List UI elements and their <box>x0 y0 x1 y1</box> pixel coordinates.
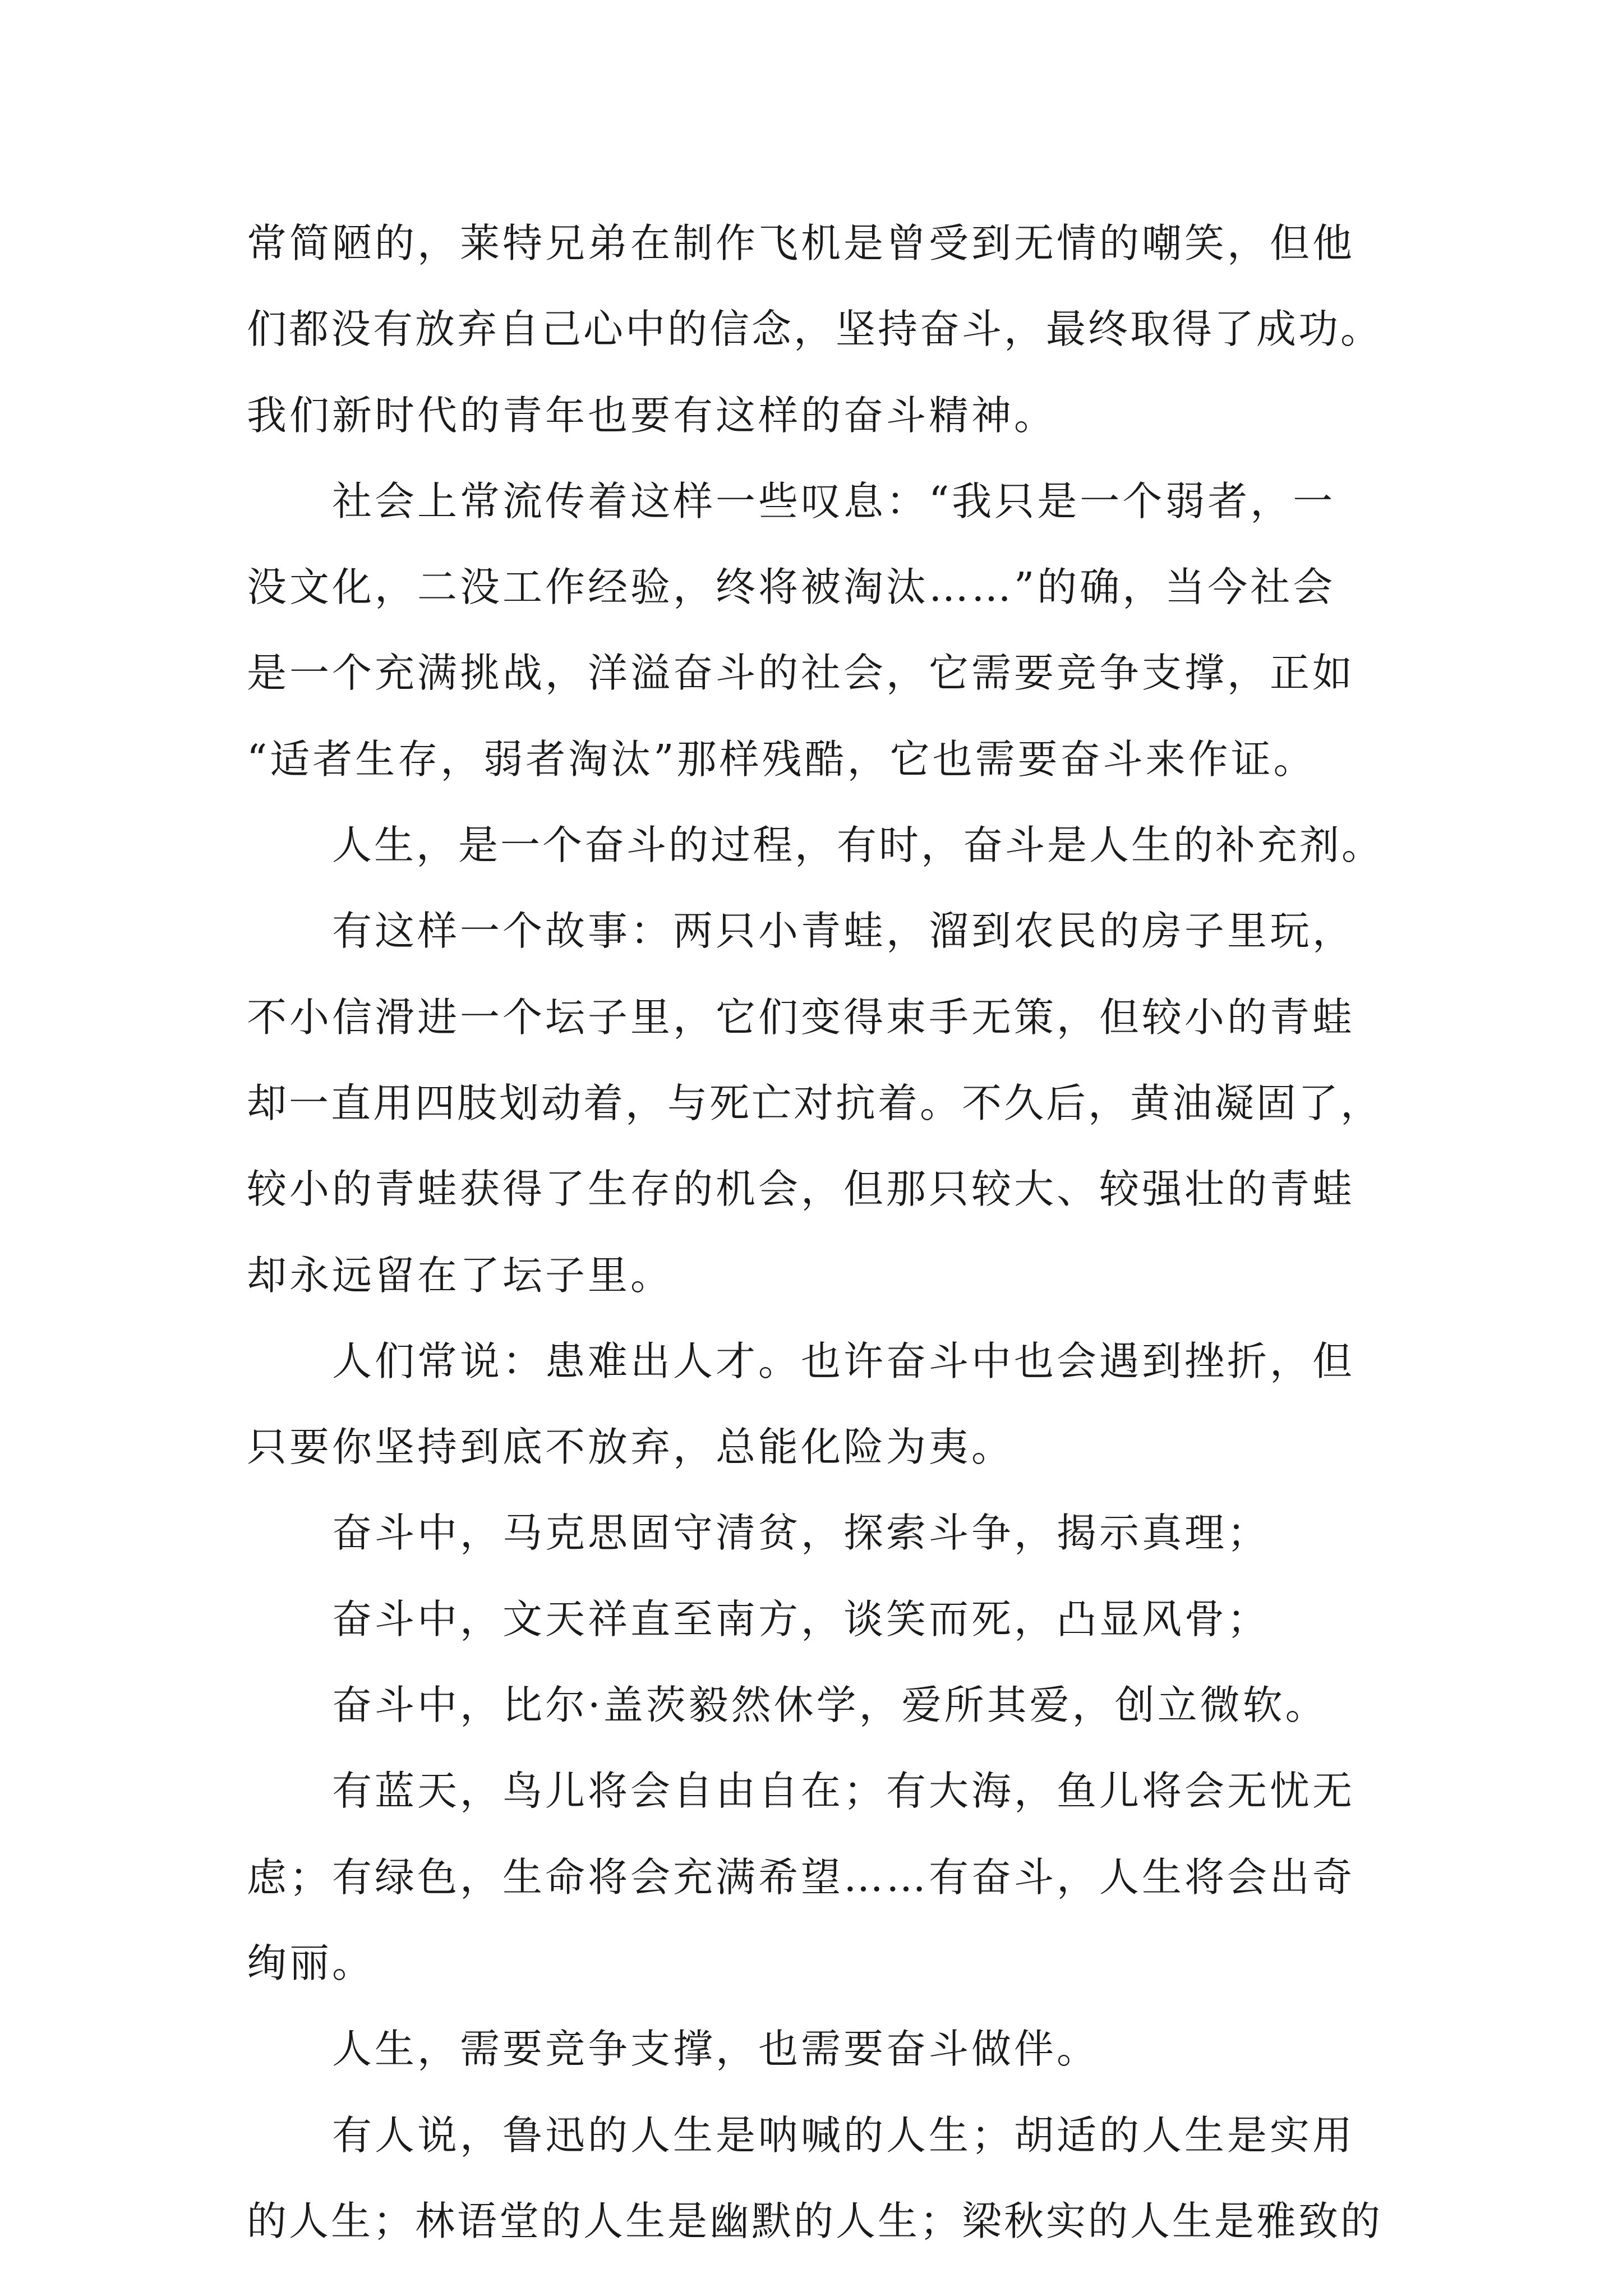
text-line: 只要你坚持到底不放弃，总能化险为夷。 <box>247 1424 1015 1471</box>
paragraph-first-line: 人生，是一个奋斗的过程，有时，奋斗是人生的补充剂。 <box>332 822 1384 869</box>
text-line: 我们新时代的青年也要有这样的奋斗精神。 <box>247 392 1057 439</box>
text-line: “适者生存，弱者淘汰”那样残酷，它也需要奋斗来作证。 <box>247 735 1316 783</box>
text-line: 较小的青蛙获得了生存的机会，但那只较大、较强壮的青蛙 <box>247 1166 1355 1213</box>
body-text <box>247 200 1391 2264</box>
paragraph-first-line: 有人说，鲁迅的人生是呐喊的人生；胡适的人生是实用 <box>332 2111 1355 2159</box>
text-line: 常简陋的，莱特兄弟在制作飞机是曾受到无情的嘲笑，但他 <box>247 220 1355 266</box>
text-line: 没文化，二没工作经验，终将被淘汰……”的确，当今社会 <box>247 564 1336 611</box>
paragraph-first-line: 奋斗中，马克思固守清贫，探索斗争，揭示真理； <box>332 1510 1270 1557</box>
text-line: 是一个充满挑战，洋溢奋斗的社会，它需要竞争支撑，正如 <box>247 650 1355 697</box>
paragraph-first-line: 人生，需要竞争支撑，也需要奋斗做伴。 <box>332 2026 1100 2073</box>
paragraph-first-line: 有蓝天，鸟儿将会自由自在；有大海，鱼儿将会无忧无 <box>332 1768 1355 1815</box>
text-line: 们都没有放弃自己心中的信念，坚持奋斗，最终取得了成功。 <box>247 306 1383 353</box>
text-line: 虑；有绿色，生命将会充满希望……有奋斗，人生将会出奇 <box>247 1853 1355 1901</box>
text-line: 却一直用四肢划动着，与死亡对抗着。不久后，黄油凝固了， <box>247 1079 1383 1126</box>
paragraph-first-line: 社会上常流传着这样一些叹息：“我只是一个弱者，一 <box>332 477 1336 524</box>
text-line: 绚丽。 <box>247 1939 375 1986</box>
text-line: 不小信滑进一个坛子里，它们变得束手无策，但较小的青蛙 <box>247 993 1355 1041</box>
paragraph-first-line: 奋斗中，文天祥直至南方，谈笑而死，凸显风骨； <box>332 1595 1270 1642</box>
paragraph-first-line: 人们常说：患难出人才。也许奋斗中也会遇到挫折，但 <box>332 1337 1355 1384</box>
paragraph-first-line: 奋斗中，比尔·盖茨毅然休学，爱所其爱，创立微软。 <box>332 1682 1328 1729</box>
text-line: 的人生；林语堂的人生是幽默的人生；梁秋实的人生是雅致的 <box>247 2197 1383 2244</box>
text-line: 却永远留在了坛子里。 <box>247 1251 674 1299</box>
paragraph-first-line: 有这样一个故事：两只小青蛙，溜到农民的房子里玩， <box>332 908 1355 955</box>
